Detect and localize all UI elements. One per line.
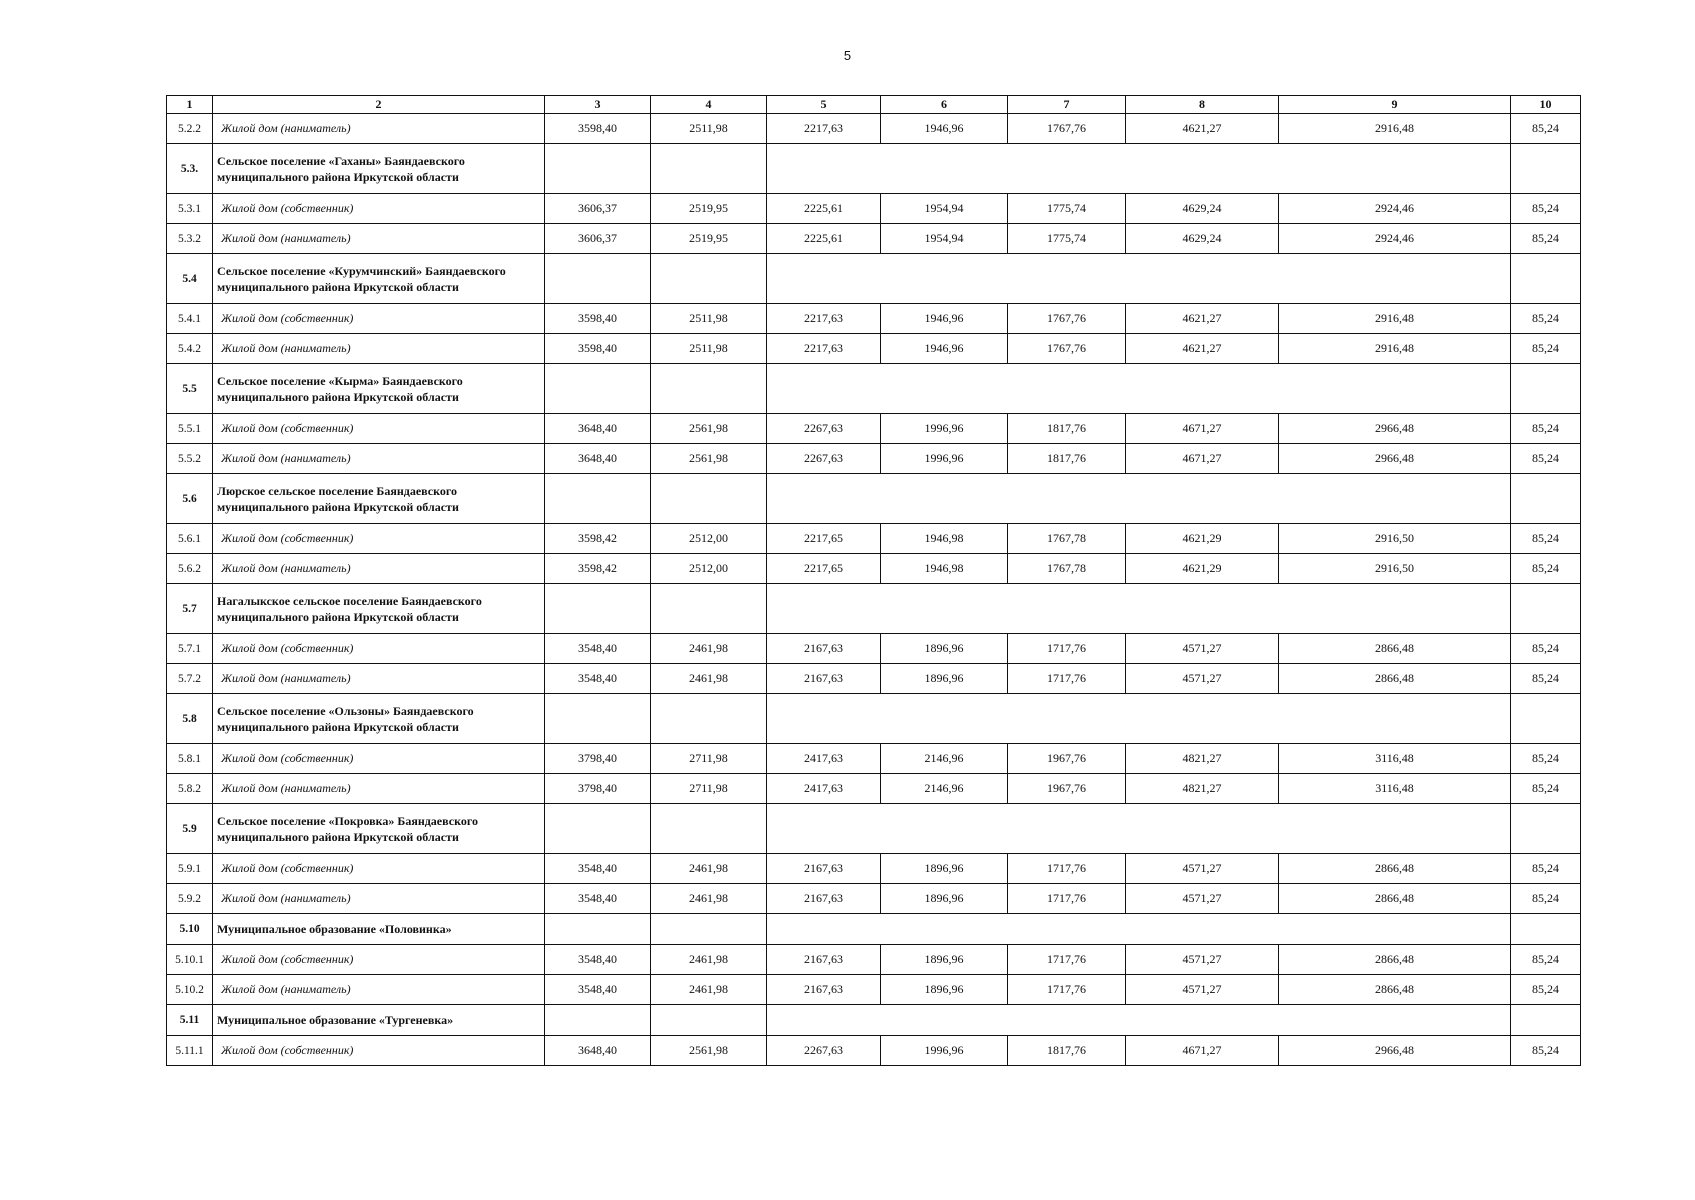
header-cell: 7 <box>1008 96 1126 114</box>
row-code: 5.6.2 <box>167 554 213 584</box>
row-name: Жилой дом (наниматель) <box>213 444 545 474</box>
value-cell: 85,24 <box>1511 945 1581 975</box>
row-code: 5.8 <box>167 694 213 744</box>
tariff-table <box>166 95 1581 1066</box>
value-cell: 4629,24 <box>1126 194 1279 224</box>
value-cell: 2711,98 <box>651 774 767 804</box>
row-name: Жилой дом (собственник) <box>213 634 545 664</box>
value-cell: 1996,96 <box>881 444 1008 474</box>
value-cell: 2167,63 <box>767 945 881 975</box>
row-code: 5.10.2 <box>167 975 213 1005</box>
empty-merged-cell <box>767 804 1511 854</box>
value-cell: 3648,40 <box>545 1036 651 1066</box>
value-cell: 1717,76 <box>1008 975 1126 1005</box>
value-cell: 1767,76 <box>1008 114 1126 144</box>
value-cell: 2417,63 <box>767 774 881 804</box>
table-row <box>167 854 1581 884</box>
value-cell: 1996,96 <box>881 1036 1008 1066</box>
value-cell: 3598,42 <box>545 524 651 554</box>
value-cell: 2461,98 <box>651 634 767 664</box>
value-cell: 3606,37 <box>545 194 651 224</box>
row-name: Жилой дом (наниматель) <box>213 114 545 144</box>
value-cell: 2866,48 <box>1279 634 1511 664</box>
value-cell: 3548,40 <box>545 884 651 914</box>
value-cell: 4621,27 <box>1126 334 1279 364</box>
section-row <box>167 474 1581 524</box>
row-name: Жилой дом (собственник) <box>213 945 545 975</box>
section-title: Нагалыкское сельское поселение Баяндаевского муниципального района Иркутской области <box>213 584 545 634</box>
header-cell: 1 <box>167 96 213 114</box>
row-code: 5.7.2 <box>167 664 213 694</box>
value-cell: 4821,27 <box>1126 744 1279 774</box>
value-cell: 3606,37 <box>545 224 651 254</box>
empty-merged-cell <box>767 474 1511 524</box>
value-cell: 1946,98 <box>881 524 1008 554</box>
value-cell: 1896,96 <box>881 884 1008 914</box>
value-cell: 1896,96 <box>881 634 1008 664</box>
empty-merged-cell <box>767 144 1511 194</box>
value-cell: 3548,40 <box>545 945 651 975</box>
table-row <box>167 744 1581 774</box>
value-cell: 2167,63 <box>767 634 881 664</box>
row-code: 5.6.1 <box>167 524 213 554</box>
empty-cell <box>545 584 651 634</box>
row-code: 5.11 <box>167 1005 213 1036</box>
value-cell: 4571,27 <box>1126 854 1279 884</box>
empty-cell <box>651 474 767 524</box>
row-code: 5.10.1 <box>167 945 213 975</box>
row-code: 5.8.2 <box>167 774 213 804</box>
value-cell: 85,24 <box>1511 744 1581 774</box>
row-name: Жилой дом (наниматель) <box>213 774 545 804</box>
value-cell: 85,24 <box>1511 554 1581 584</box>
value-cell: 1775,74 <box>1008 194 1126 224</box>
value-cell: 1954,94 <box>881 224 1008 254</box>
row-name: Жилой дом (собственник) <box>213 194 545 224</box>
row-code: 5.7.1 <box>167 634 213 664</box>
value-cell: 2561,98 <box>651 414 767 444</box>
row-name: Жилой дом (собственник) <box>213 524 545 554</box>
value-cell: 2267,63 <box>767 444 881 474</box>
value-cell: 1946,96 <box>881 114 1008 144</box>
value-cell: 4621,29 <box>1126 524 1279 554</box>
value-cell: 2916,48 <box>1279 114 1511 144</box>
value-cell: 2866,48 <box>1279 975 1511 1005</box>
empty-cell <box>1511 914 1581 945</box>
header-cell: 10 <box>1511 96 1581 114</box>
value-cell: 4621,27 <box>1126 114 1279 144</box>
empty-cell <box>1511 584 1581 634</box>
value-cell: 2966,48 <box>1279 444 1511 474</box>
empty-cell <box>545 1005 651 1036</box>
section-title: Муниципальное образование «Половинка» <box>213 914 545 945</box>
value-cell: 2167,63 <box>767 884 881 914</box>
value-cell: 3598,40 <box>545 304 651 334</box>
value-cell: 2866,48 <box>1279 664 1511 694</box>
value-cell: 1717,76 <box>1008 854 1126 884</box>
value-cell: 1717,76 <box>1008 884 1126 914</box>
table-row <box>167 304 1581 334</box>
value-cell: 2217,65 <box>767 524 881 554</box>
value-cell: 1767,76 <box>1008 304 1126 334</box>
value-cell: 2711,98 <box>651 744 767 774</box>
row-code: 5.4 <box>167 254 213 304</box>
value-cell: 4571,27 <box>1126 664 1279 694</box>
table-row <box>167 664 1581 694</box>
value-cell: 1717,76 <box>1008 634 1126 664</box>
row-code: 5.3.1 <box>167 194 213 224</box>
section-row <box>167 694 1581 744</box>
value-cell: 85,24 <box>1511 304 1581 334</box>
value-cell: 2217,65 <box>767 554 881 584</box>
value-cell: 2916,48 <box>1279 304 1511 334</box>
value-cell: 2512,00 <box>651 554 767 584</box>
value-cell: 4629,24 <box>1126 224 1279 254</box>
empty-cell <box>651 804 767 854</box>
value-cell: 85,24 <box>1511 854 1581 884</box>
row-code: 5.5 <box>167 364 213 414</box>
table-row <box>167 224 1581 254</box>
empty-cell <box>545 364 651 414</box>
table-row <box>167 114 1581 144</box>
value-cell: 4621,27 <box>1126 304 1279 334</box>
section-title: Сельское поселение «Покровка» Баяндаевского муниципального района Иркутской области <box>213 804 545 854</box>
value-cell: 1967,76 <box>1008 774 1126 804</box>
value-cell: 2461,98 <box>651 884 767 914</box>
value-cell: 2217,63 <box>767 304 881 334</box>
value-cell: 2167,63 <box>767 664 881 694</box>
value-cell: 4671,27 <box>1126 444 1279 474</box>
value-cell: 2924,46 <box>1279 224 1511 254</box>
header-cell: 8 <box>1126 96 1279 114</box>
row-name: Жилой дом (наниматель) <box>213 664 545 694</box>
value-cell: 2966,48 <box>1279 1036 1511 1066</box>
value-cell: 2916,50 <box>1279 524 1511 554</box>
value-cell: 1967,76 <box>1008 744 1126 774</box>
empty-cell <box>1511 364 1581 414</box>
value-cell: 1896,96 <box>881 664 1008 694</box>
value-cell: 2146,96 <box>881 744 1008 774</box>
row-code: 5.10 <box>167 914 213 945</box>
section-title: Сельское поселение «Ользоны» Баяндаевского муниципального района Иркутской области <box>213 694 545 744</box>
value-cell: 2417,63 <box>767 744 881 774</box>
row-name: Жилой дом (наниматель) <box>213 224 545 254</box>
section-row <box>167 804 1581 854</box>
header-cell: 6 <box>881 96 1008 114</box>
header-cell: 2 <box>213 96 545 114</box>
table-row <box>167 634 1581 664</box>
empty-cell <box>545 804 651 854</box>
value-cell: 3648,40 <box>545 444 651 474</box>
row-code: 5.2.2 <box>167 114 213 144</box>
value-cell: 3648,40 <box>545 414 651 444</box>
value-cell: 1775,74 <box>1008 224 1126 254</box>
row-code: 5.4.2 <box>167 334 213 364</box>
header-cell: 3 <box>545 96 651 114</box>
row-code: 5.11.1 <box>167 1036 213 1066</box>
value-cell: 3548,40 <box>545 664 651 694</box>
row-code: 5.5.1 <box>167 414 213 444</box>
header-cell: 9 <box>1279 96 1511 114</box>
value-cell: 2461,98 <box>651 945 767 975</box>
section-title: Люрское сельское поселение Баяндаевского муниципального района Иркутской области <box>213 474 545 524</box>
value-cell: 2217,63 <box>767 334 881 364</box>
value-cell: 85,24 <box>1511 664 1581 694</box>
value-cell: 1946,96 <box>881 334 1008 364</box>
row-code: 5.8.1 <box>167 744 213 774</box>
row-code: 5.4.1 <box>167 304 213 334</box>
value-cell: 85,24 <box>1511 194 1581 224</box>
table-row <box>167 774 1581 804</box>
page-number: 5 <box>843 48 852 63</box>
row-name: Жилой дом (собственник) <box>213 414 545 444</box>
value-cell: 4821,27 <box>1126 774 1279 804</box>
row-code: 5.3. <box>167 144 213 194</box>
value-cell: 85,24 <box>1511 444 1581 474</box>
value-cell: 2866,48 <box>1279 854 1511 884</box>
empty-cell <box>1511 1005 1581 1036</box>
empty-cell <box>651 144 767 194</box>
value-cell: 3598,40 <box>545 114 651 144</box>
empty-cell <box>1511 254 1581 304</box>
value-cell: 1817,76 <box>1008 444 1126 474</box>
row-name: Жилой дом (собственник) <box>213 1036 545 1066</box>
section-title: Сельское поселение «Кырма» Баяндаевского муниципального района Иркутской области <box>213 364 545 414</box>
empty-merged-cell <box>767 584 1511 634</box>
value-cell: 1767,78 <box>1008 524 1126 554</box>
value-cell: 1946,96 <box>881 304 1008 334</box>
header-cell: 4 <box>651 96 767 114</box>
value-cell: 1717,76 <box>1008 945 1126 975</box>
empty-merged-cell <box>767 1005 1511 1036</box>
value-cell: 2866,48 <box>1279 884 1511 914</box>
empty-cell <box>1511 474 1581 524</box>
value-cell: 1896,96 <box>881 945 1008 975</box>
value-cell: 2267,63 <box>767 1036 881 1066</box>
value-cell: 2866,48 <box>1279 945 1511 975</box>
value-cell: 1946,98 <box>881 554 1008 584</box>
table-row <box>167 1036 1581 1066</box>
value-cell: 85,24 <box>1511 524 1581 554</box>
value-cell: 4571,27 <box>1126 975 1279 1005</box>
value-cell: 85,24 <box>1511 334 1581 364</box>
section-row <box>167 1005 1581 1036</box>
value-cell: 2916,50 <box>1279 554 1511 584</box>
value-cell: 2561,98 <box>651 1036 767 1066</box>
value-cell: 3798,40 <box>545 774 651 804</box>
empty-cell <box>651 254 767 304</box>
row-name: Жилой дом (наниматель) <box>213 884 545 914</box>
row-name: Жилой дом (наниматель) <box>213 554 545 584</box>
value-cell: 1896,96 <box>881 854 1008 884</box>
empty-merged-cell <box>767 694 1511 744</box>
table-row <box>167 945 1581 975</box>
value-cell: 2561,98 <box>651 444 767 474</box>
section-title: Сельское поселение «Гаханы» Баяндаевского муниципального района Иркутской области <box>213 144 545 194</box>
value-cell: 1896,96 <box>881 975 1008 1005</box>
value-cell: 1954,94 <box>881 194 1008 224</box>
section-title: Муниципальное образование «Тургеневка» <box>213 1005 545 1036</box>
value-cell: 4621,29 <box>1126 554 1279 584</box>
table-row <box>167 414 1581 444</box>
value-cell: 1767,78 <box>1008 554 1126 584</box>
table-row <box>167 975 1581 1005</box>
value-cell: 2511,98 <box>651 304 767 334</box>
empty-cell <box>651 1005 767 1036</box>
row-code: 5.5.2 <box>167 444 213 474</box>
section-row <box>167 144 1581 194</box>
value-cell: 2461,98 <box>651 854 767 884</box>
value-cell: 2167,63 <box>767 975 881 1005</box>
value-cell: 2225,61 <box>767 224 881 254</box>
section-row <box>167 254 1581 304</box>
empty-cell <box>1511 694 1581 744</box>
value-cell: 2916,48 <box>1279 334 1511 364</box>
row-code: 5.9.1 <box>167 854 213 884</box>
empty-cell <box>545 474 651 524</box>
value-cell: 2146,96 <box>881 774 1008 804</box>
value-cell: 3548,40 <box>545 975 651 1005</box>
row-name: Жилой дом (наниматель) <box>213 334 545 364</box>
value-cell: 85,24 <box>1511 884 1581 914</box>
empty-cell <box>1511 144 1581 194</box>
value-cell: 2519,95 <box>651 194 767 224</box>
header-cell: 5 <box>767 96 881 114</box>
row-name: Жилой дом (наниматель) <box>213 975 545 1005</box>
empty-cell <box>545 254 651 304</box>
value-cell: 3116,48 <box>1279 744 1511 774</box>
value-cell: 3598,40 <box>545 334 651 364</box>
section-title: Сельское поселение «Курумчинский» Баяндаевского муниципального района Иркутской области <box>213 254 545 304</box>
empty-cell <box>1511 804 1581 854</box>
value-cell: 1996,96 <box>881 414 1008 444</box>
row-name: Жилой дом (собственник) <box>213 304 545 334</box>
value-cell: 2966,48 <box>1279 414 1511 444</box>
value-cell: 2167,63 <box>767 854 881 884</box>
row-code: 5.9.2 <box>167 884 213 914</box>
table-row <box>167 524 1581 554</box>
empty-merged-cell <box>767 364 1511 414</box>
value-cell: 2217,63 <box>767 114 881 144</box>
value-cell: 85,24 <box>1511 224 1581 254</box>
value-cell: 3548,40 <box>545 634 651 664</box>
value-cell: 3548,40 <box>545 854 651 884</box>
value-cell: 2519,95 <box>651 224 767 254</box>
value-cell: 85,24 <box>1511 634 1581 664</box>
row-code: 5.9 <box>167 804 213 854</box>
section-row <box>167 914 1581 945</box>
value-cell: 85,24 <box>1511 114 1581 144</box>
empty-merged-cell <box>767 914 1511 945</box>
value-cell: 3116,48 <box>1279 774 1511 804</box>
value-cell: 2267,63 <box>767 414 881 444</box>
row-name: Жилой дом (собственник) <box>213 744 545 774</box>
empty-cell <box>545 914 651 945</box>
row-code: 5.6 <box>167 474 213 524</box>
value-cell: 2924,46 <box>1279 194 1511 224</box>
value-cell: 2225,61 <box>767 194 881 224</box>
value-cell: 4571,27 <box>1126 945 1279 975</box>
table-row <box>167 884 1581 914</box>
section-row <box>167 584 1581 634</box>
table-row <box>167 194 1581 224</box>
empty-cell <box>651 914 767 945</box>
empty-merged-cell <box>767 254 1511 304</box>
table-header-row <box>167 96 1581 114</box>
value-cell: 2461,98 <box>651 975 767 1005</box>
value-cell: 2512,00 <box>651 524 767 554</box>
row-code: 5.3.2 <box>167 224 213 254</box>
value-cell: 4571,27 <box>1126 634 1279 664</box>
table-row <box>167 554 1581 584</box>
value-cell: 4571,27 <box>1126 884 1279 914</box>
value-cell: 1817,76 <box>1008 414 1126 444</box>
empty-cell <box>651 584 767 634</box>
value-cell: 3798,40 <box>545 744 651 774</box>
empty-cell <box>545 694 651 744</box>
value-cell: 4671,27 <box>1126 1036 1279 1066</box>
value-cell: 2461,98 <box>651 664 767 694</box>
section-row <box>167 364 1581 414</box>
table-row <box>167 444 1581 474</box>
value-cell: 2511,98 <box>651 334 767 364</box>
empty-cell <box>545 144 651 194</box>
empty-cell <box>651 364 767 414</box>
row-name: Жилой дом (собственник) <box>213 854 545 884</box>
value-cell: 3598,42 <box>545 554 651 584</box>
value-cell: 1717,76 <box>1008 664 1126 694</box>
value-cell: 85,24 <box>1511 414 1581 444</box>
empty-cell <box>651 694 767 744</box>
value-cell: 85,24 <box>1511 1036 1581 1066</box>
value-cell: 2511,98 <box>651 114 767 144</box>
table-body <box>167 96 1581 1066</box>
value-cell: 85,24 <box>1511 774 1581 804</box>
table-row <box>167 334 1581 364</box>
value-cell: 4671,27 <box>1126 414 1279 444</box>
row-code: 5.7 <box>167 584 213 634</box>
value-cell: 1767,76 <box>1008 334 1126 364</box>
value-cell: 85,24 <box>1511 975 1581 1005</box>
value-cell: 1817,76 <box>1008 1036 1126 1066</box>
